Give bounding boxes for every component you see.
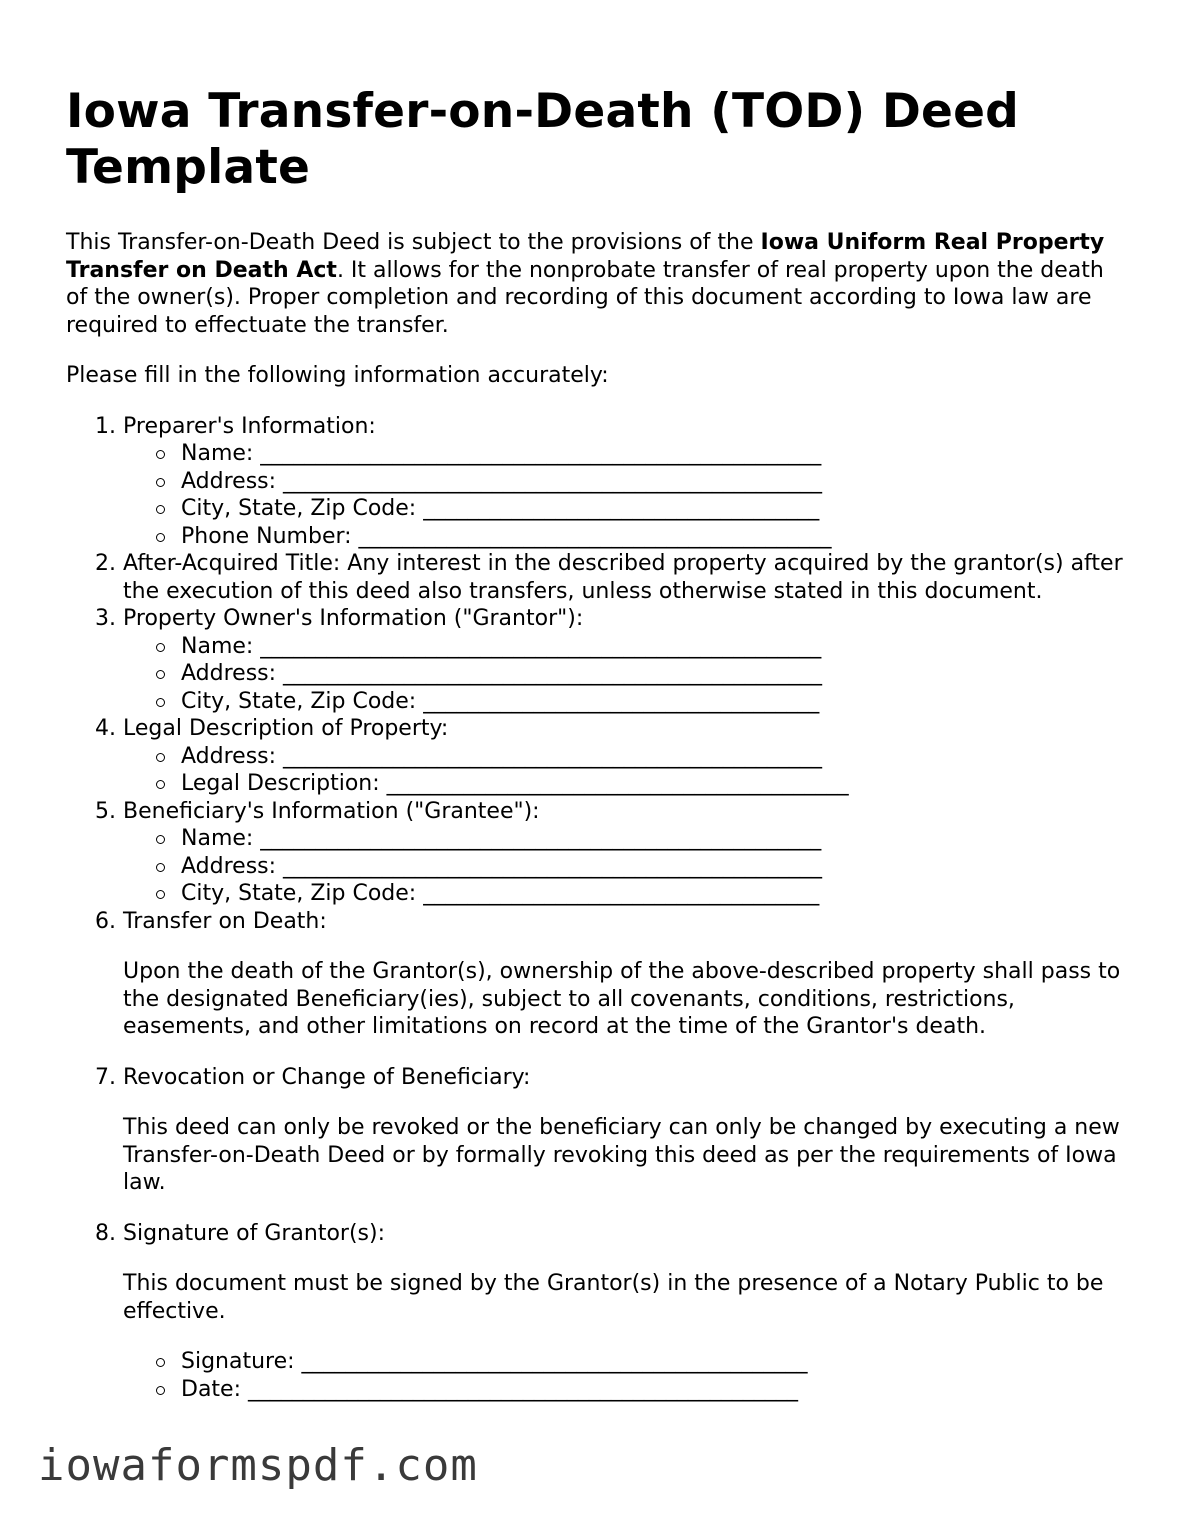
- page-title: Iowa Transfer-on-Death (TOD) Deed Template: [66, 84, 1020, 195]
- preparer-address-field[interactable]: Address: _________________________________________________: [181, 468, 1126, 496]
- field-list: [123, 825, 1126, 908]
- field-list: [123, 440, 1126, 550]
- section-legal-description: [123, 715, 1126, 798]
- section-revocation: [123, 1064, 1126, 1197]
- grantor-address-field[interactable]: Address: _________________________________________________: [181, 660, 1126, 688]
- section-preparer: [123, 413, 1126, 551]
- section-grantee: [123, 798, 1126, 908]
- field-list: [123, 743, 1126, 798]
- intro-act-name: Iowa Uniform Real Property Transfer on Death Act: [66, 230, 1105, 283]
- section-label: Preparer's Information:: [123, 413, 376, 439]
- intro-paragraph: [66, 229, 1126, 339]
- section-grantor: [123, 605, 1126, 715]
- grantor-name-field[interactable]: Name: ___________________________________________________: [181, 633, 1126, 661]
- date-field[interactable]: Date: __________________________________________________: [181, 1376, 1126, 1404]
- field-list: [123, 633, 1126, 716]
- intro-text-end: . It allows for the nonprobate transfer of real property upon the death of the owner(s). Proper completion and recording of this document according to Iowa law are required to effectuate the transfer.: [66, 257, 1104, 338]
- section-label: Legal Description of Property:: [123, 716, 449, 741]
- sections-list: [66, 413, 1126, 1404]
- section-after-acquired-title: [123, 550, 1126, 605]
- grantee-city-state-zip-field[interactable]: City, State, Zip Code: ____________________________________: [181, 880, 1126, 908]
- section-label: Transfer on Death:: [123, 908, 327, 934]
- section-body: This document must be signed by the Grantor(s) in the presence of a Notary Public to be effective.: [123, 1271, 1104, 1324]
- instruction-text: Please fill in the following information accurately:: [66, 363, 609, 388]
- document-page: [66, 84, 1126, 1403]
- watermark: iowaformspdf.com: [38, 1440, 478, 1491]
- section-signature: [123, 1220, 1126, 1404]
- section-label: After-Acquired Title: Any interest in the described property acquired by the grantor(s) after the execution of this deed also transfers, unless otherwise stated in this document.: [123, 551, 1123, 604]
- intro-text-start: This Transfer-on-Death Deed is subject to the provisions of the: [66, 230, 761, 255]
- section-label: Signature of Grantor(s):: [123, 1220, 386, 1246]
- section-label: Property Owner's Information ("Grantor"):: [123, 606, 584, 631]
- field-list: [123, 1348, 1126, 1403]
- preparer-phone-field[interactable]: Phone Number: ___________________________________________: [181, 523, 1126, 551]
- section-label: Beneficiary's Information ("Grantee"):: [123, 798, 540, 824]
- preparer-city-state-zip-field[interactable]: City, State, Zip Code: ____________________________________: [181, 495, 1126, 523]
- property-address-field[interactable]: Address: _________________________________________________: [181, 743, 1126, 771]
- section-label: Revocation or Change of Beneficiary:: [123, 1064, 531, 1090]
- grantor-city-state-zip-field[interactable]: City, State, Zip Code: ____________________________________: [181, 688, 1126, 716]
- legal-description-field[interactable]: Legal Description: __________________________________________: [181, 770, 1126, 798]
- preparer-name-field[interactable]: Name: ___________________________________________________: [181, 440, 1126, 468]
- section-transfer-on-death: [123, 908, 1126, 1041]
- section-body: This deed can only be revoked or the beneficiary can only be changed by executing a new Transfer-on-Death Deed or by formally revoking this deed as per the requirements of Iowa law.: [123, 1115, 1120, 1195]
- signature-field[interactable]: Signature: ______________________________________________: [181, 1348, 1126, 1376]
- grantee-name-field[interactable]: Name: ___________________________________________________: [181, 825, 1126, 853]
- grantee-address-field[interactable]: Address: _________________________________________________: [181, 853, 1126, 881]
- section-body: Upon the death of the Grantor(s), ownership of the above-described property shall pass to the designated Beneficiary(ies), subject to all covenants, conditions, restrictions, easements, and other limitations on record at the time of the Grantor's death.: [123, 959, 1121, 1039]
